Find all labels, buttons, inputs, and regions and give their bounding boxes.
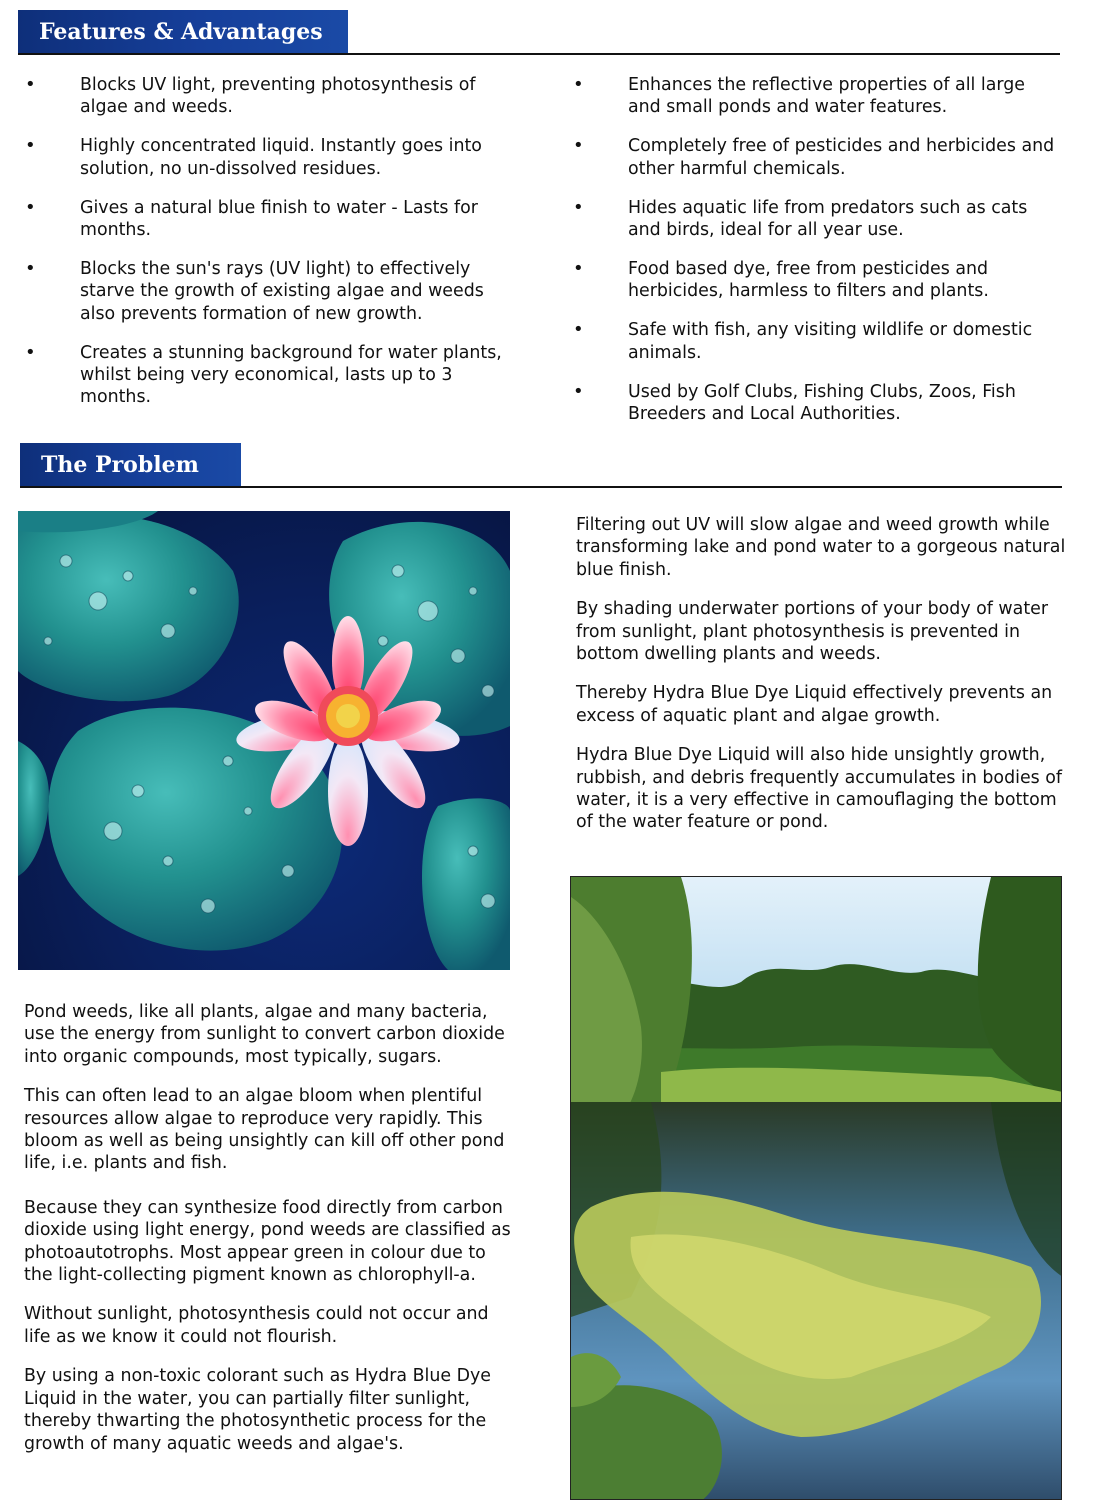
paragraph: Because they can synthesize food directly from carbon dioxide using light energy, pond weeds are classified as photoautotrophs. Most appear green in colour due to the light-collecting pigment known as chlorophyll-a. xyxy=(24,1197,511,1286)
paragraph: Hydra Blue Dye Liquid will also hide unsightly growth, rubbish, and debris frequently accumulates in bodies of water, it is a very effective in camouflaging the bottom of the water feature or pond. xyxy=(576,745,1062,833)
features-left-list xyxy=(25,74,515,425)
bullet-icon: • xyxy=(573,380,584,402)
problem-right-text xyxy=(576,514,1066,851)
features-right-list xyxy=(573,74,1063,442)
list-item xyxy=(573,381,1063,426)
list-item-text: Highly concentrated liquid. Instantly goes into solution, no un-dissolved residues. xyxy=(80,136,482,179)
paragraph: Without sunlight, photosynthesis could not occur and life as we know it could not flourish. xyxy=(24,1304,489,1347)
bullet-icon: • xyxy=(25,74,36,95)
list-item xyxy=(573,135,1063,180)
list-item xyxy=(25,135,515,180)
bullet-icon: • xyxy=(573,135,584,157)
bullet-icon: • xyxy=(25,341,36,363)
pond-illustration xyxy=(571,877,1062,1500)
list-item-text: Enhances the reflective properties of all large and small ponds and water features. xyxy=(628,75,1025,118)
features-header: Features & Advantages xyxy=(18,10,348,55)
list-item-text: Blocks UV light, preventing photosynthesis of algae and weeds. xyxy=(80,75,476,118)
water-lily-photo xyxy=(18,511,510,970)
list-item-text: Gives a natural blue finish to water - Lasts for months. xyxy=(80,197,478,241)
paragraph: By using a non-toxic colorant such as Hydra Blue Dye Liquid in the water, you can partially filter sunlight, thereby thwarting the photosynthetic process for the growth of many aquatic weeds and algae's. xyxy=(24,1366,491,1454)
bullet-icon: • xyxy=(573,74,584,95)
bullet-icon: • xyxy=(25,135,36,157)
paragraph: Filtering out UV will slow algae and weed growth while transforming lake and pond water to a gorgeous natural blue finish. xyxy=(576,515,1066,580)
list-item-text: Blocks the sun's rays (UV light) to effectively starve the growth of existing algae and weeds also prevents formation of new growth. xyxy=(80,258,484,324)
bullet-icon: • xyxy=(25,196,36,218)
list-item xyxy=(25,342,515,409)
list-item xyxy=(573,197,1063,242)
list-item xyxy=(25,197,515,242)
bullet-icon: • xyxy=(25,257,36,279)
bullet-icon: • xyxy=(573,319,584,341)
list-item xyxy=(573,258,1063,303)
problem-header-rule xyxy=(20,486,1062,488)
paragraph: By shading underwater portions of your body of water from sunlight, plant photosynthesis is prevented in bottom dwelling plants and weeds. xyxy=(576,599,1048,665)
list-item xyxy=(25,258,515,325)
features-header-rule xyxy=(18,53,1060,55)
list-item xyxy=(25,74,515,119)
paragraph: Pond weeds, like all plants, algae and many bacteria, use the energy from sunlight to convert carbon dioxide into organic compounds, most typically, sugars. xyxy=(24,1002,505,1067)
bullet-icon: • xyxy=(573,257,584,279)
paragraph: This can often lead to an algae bloom when plentiful resources allow algae to reproduce very rapidly. This bloom as well as being unsightly can kill off other pond life, i.e. plants and fish. xyxy=(24,1086,505,1174)
list-item xyxy=(573,319,1063,364)
list-item-text: Hides aquatic life from predators such as cats and birds, ideal for all year use. xyxy=(628,197,1028,241)
paragraph: Thereby Hydra Blue Dye Liquid effectively prevents an excess of aquatic plant and algae growth. xyxy=(576,683,1053,726)
list-item-text: Completely free of pesticides and herbicides and other harmful chemicals. xyxy=(628,136,1055,179)
list-item xyxy=(573,74,1063,119)
bullet-icon: • xyxy=(573,196,584,218)
list-item-text: Used by Golf Clubs, Fishing Clubs, Zoos, Fish Breeders and Local Authorities. xyxy=(628,381,1016,424)
list-item-text: Creates a stunning background for water plants, whilst being very economical, lasts up to 3 months. xyxy=(80,342,502,408)
pond-photo xyxy=(570,876,1062,1500)
list-item-text: Food based dye, free from pesticides and herbicides, harmless to filters and plants. xyxy=(628,258,989,302)
list-item-text: Safe with fish, any visiting wildlife or domestic animals. xyxy=(628,320,1033,363)
problem-left-text xyxy=(24,1001,514,1472)
water-lily-illustration xyxy=(18,511,510,970)
problem-header: The Problem xyxy=(20,443,241,488)
